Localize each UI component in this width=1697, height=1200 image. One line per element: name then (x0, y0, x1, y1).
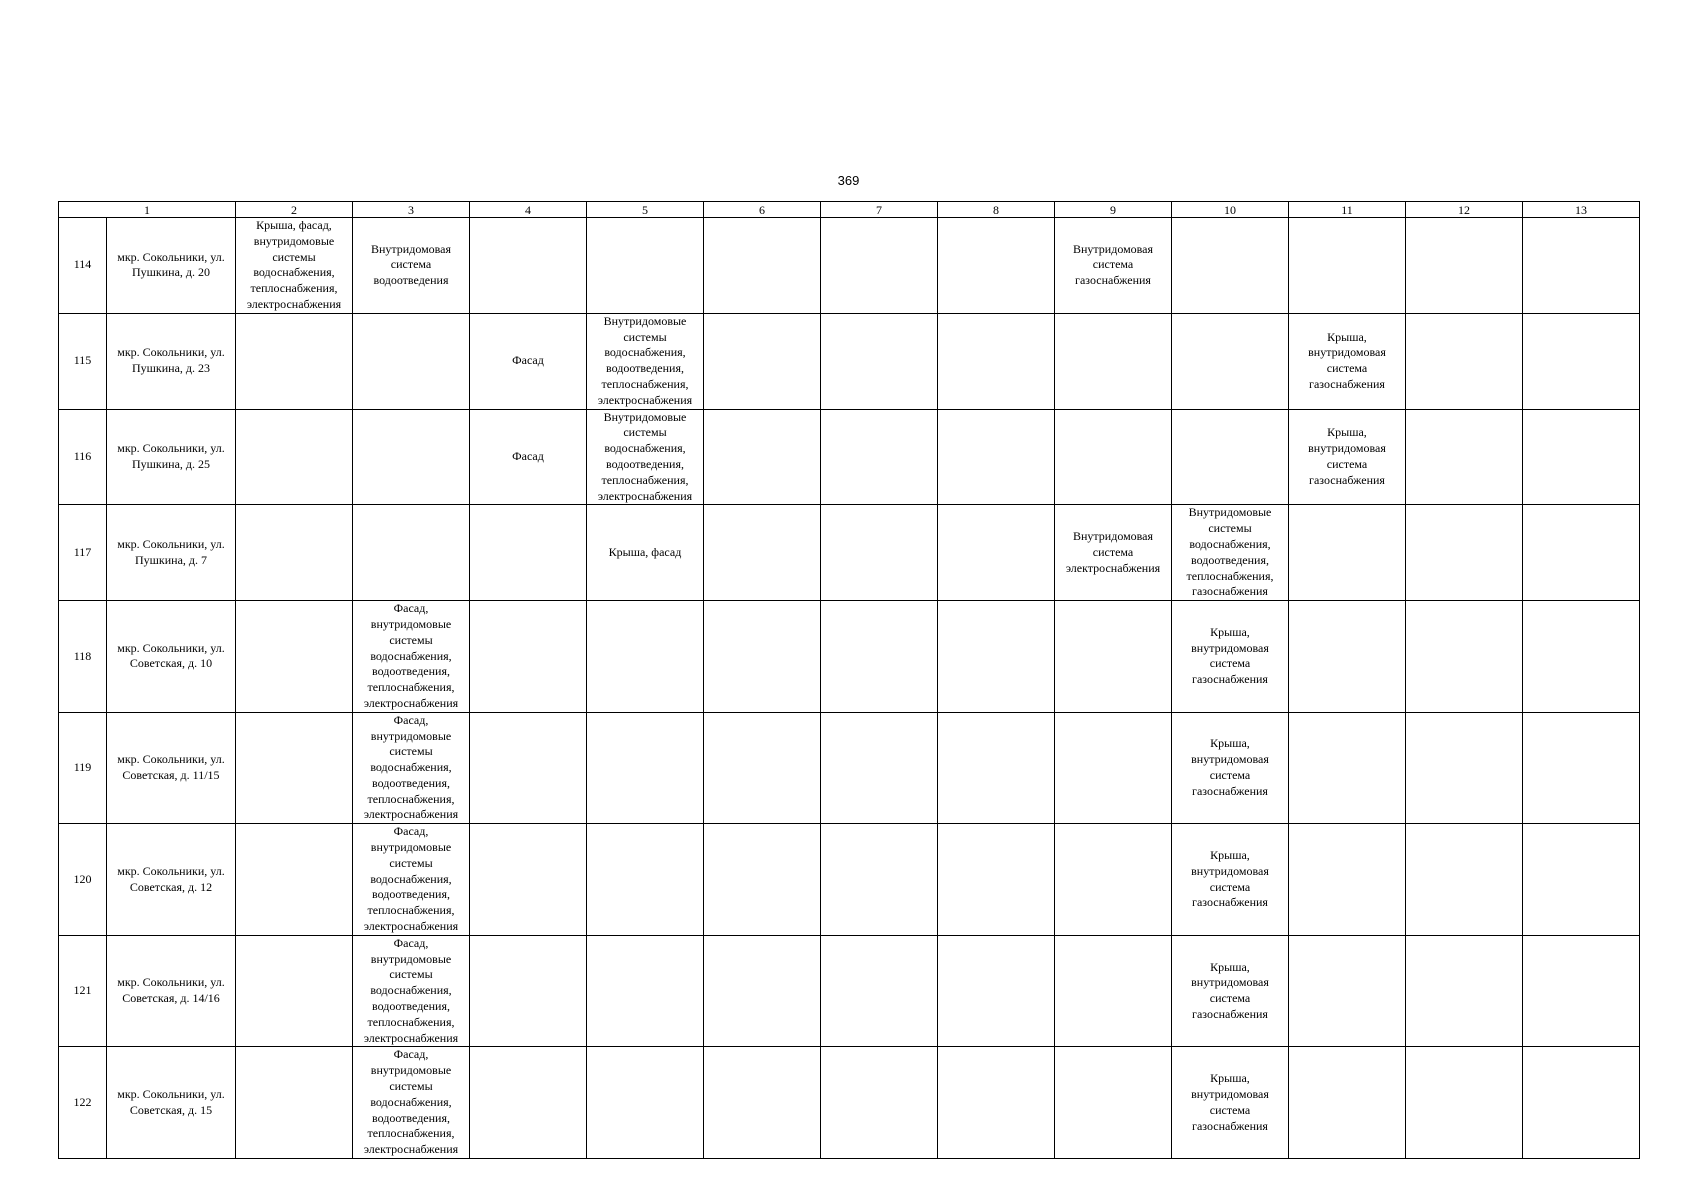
column-header: 7 (821, 202, 938, 218)
work-cell: Крыша, внутридомовая система газоснабжения (1289, 409, 1406, 505)
work-cell (1406, 712, 1523, 824)
work-cell: Фасад, внутридомовые системы водоснабжения, водоотведения, теплоснабжения, электроснабжения (353, 601, 470, 713)
address-cell: мкр. Сокольники, ул. Пушкина, д. 7 (107, 505, 236, 601)
work-cell (353, 313, 470, 409)
row-number: 119 (59, 712, 107, 824)
work-schedule-table (58, 201, 1640, 1159)
work-cell (1523, 409, 1640, 505)
work-cell (704, 601, 821, 713)
work-cell (1289, 218, 1406, 314)
column-header: 9 (1055, 202, 1172, 218)
work-cell: Фасад, внутридомовые системы водоснабжения, водоотведения, теплоснабжения, электроснабжения (353, 712, 470, 824)
work-cell (938, 409, 1055, 505)
work-cell (236, 935, 353, 1047)
work-cell (1055, 1047, 1172, 1159)
work-cell (821, 409, 938, 505)
page-number: 369 (837, 173, 860, 188)
work-cell (938, 313, 1055, 409)
work-cell (1289, 935, 1406, 1047)
address-cell: мкр. Сокольники, ул. Советская, д. 15 (107, 1047, 236, 1159)
address-cell: мкр. Сокольники, ул. Пушкина, д. 25 (107, 409, 236, 505)
work-cell (353, 409, 470, 505)
work-cell (1523, 712, 1640, 824)
column-header: 1 (59, 202, 236, 218)
row-number: 116 (59, 409, 107, 505)
work-cell (1523, 824, 1640, 936)
work-cell (704, 313, 821, 409)
work-cell (821, 935, 938, 1047)
work-cell: Крыша, внутридомовая система газоснабжения (1172, 712, 1289, 824)
work-cell (1289, 1047, 1406, 1159)
work-cell (587, 712, 704, 824)
column-header: 10 (1172, 202, 1289, 218)
work-cell: Крыша, фасад, внутридомовые системы водоснабжения, теплоснабжения, электроснабжения (236, 218, 353, 314)
work-cell (704, 935, 821, 1047)
work-cell (938, 505, 1055, 601)
table-row (59, 218, 1640, 314)
work-cell: Фасад, внутридомовые системы водоснабжения, водоотведения, теплоснабжения, электроснабжения (353, 935, 470, 1047)
work-cell (470, 712, 587, 824)
address-cell: мкр. Сокольники, ул. Пушкина, д. 20 (107, 218, 236, 314)
column-header: 8 (938, 202, 1055, 218)
address-cell: мкр. Сокольники, ул. Пушкина, д. 23 (107, 313, 236, 409)
work-cell (470, 218, 587, 314)
column-header: 4 (470, 202, 587, 218)
row-number: 114 (59, 218, 107, 314)
row-number: 115 (59, 313, 107, 409)
work-cell (704, 712, 821, 824)
work-cell (587, 824, 704, 936)
table-row (59, 505, 1640, 601)
work-cell (938, 1047, 1055, 1159)
work-cell (1055, 313, 1172, 409)
work-cell (236, 601, 353, 713)
work-cell (1055, 712, 1172, 824)
work-cell (704, 218, 821, 314)
work-cell (236, 409, 353, 505)
work-cell: Крыша, внутридомовая система газоснабжения (1172, 824, 1289, 936)
work-cell (821, 313, 938, 409)
address-cell: мкр. Сокольники, ул. Советская, д. 12 (107, 824, 236, 936)
work-cell (1406, 824, 1523, 936)
row-number: 122 (59, 1047, 107, 1159)
work-cell (1406, 313, 1523, 409)
work-cell: Внутридомовые системы водоснабжения, водоотведения, теплоснабжения, газоснабжения (1172, 505, 1289, 601)
work-cell (1406, 1047, 1523, 1159)
work-cell (1172, 313, 1289, 409)
table-row (59, 712, 1640, 824)
work-cell (1406, 505, 1523, 601)
work-cell (1406, 935, 1523, 1047)
work-cell: Внутридомовые системы водоснабжения, водоотведения, теплоснабжения, электроснабжения (587, 313, 704, 409)
work-cell (470, 601, 587, 713)
work-cell (821, 218, 938, 314)
work-cell (236, 824, 353, 936)
table-row (59, 313, 1640, 409)
work-cell: Крыша, внутридомовая система газоснабжения (1172, 601, 1289, 713)
work-cell: Фасад (470, 409, 587, 505)
column-header: 13 (1523, 202, 1640, 218)
work-cell (353, 505, 470, 601)
address-cell: мкр. Сокольники, ул. Советская, д. 10 (107, 601, 236, 713)
work-cell (1055, 601, 1172, 713)
table-row (59, 409, 1640, 505)
work-cell: Крыша, внутридомовая система газоснабжения (1172, 935, 1289, 1047)
column-header: 2 (236, 202, 353, 218)
work-cell (470, 824, 587, 936)
work-cell (1055, 935, 1172, 1047)
column-header: 6 (704, 202, 821, 218)
work-cell: Внутридомовые системы водоснабжения, водоотведения, теплоснабжения, электроснабжения (587, 409, 704, 505)
work-cell (236, 313, 353, 409)
work-cell: Крыша, внутридомовая система газоснабжения (1289, 313, 1406, 409)
work-cell (587, 218, 704, 314)
work-cell (236, 712, 353, 824)
work-cell (236, 505, 353, 601)
work-cell: Внутридомовая система водоотведения (353, 218, 470, 314)
table-row (59, 824, 1640, 936)
address-cell: мкр. Сокольники, ул. Советская, д. 11/15 (107, 712, 236, 824)
work-cell (1406, 601, 1523, 713)
work-cell (1289, 824, 1406, 936)
column-header: 12 (1406, 202, 1523, 218)
work-cell (821, 505, 938, 601)
work-cell: Внутридомовая система электроснабжения (1055, 505, 1172, 601)
work-cell (938, 712, 1055, 824)
work-cell (821, 1047, 938, 1159)
work-cell (1406, 409, 1523, 505)
work-cell (587, 1047, 704, 1159)
work-cell: Внутридомовая система газоснабжения (1055, 218, 1172, 314)
table-row (59, 935, 1640, 1047)
work-cell (938, 935, 1055, 1047)
work-cell: Крыша, фасад (587, 505, 704, 601)
work-cell (938, 824, 1055, 936)
row-number: 118 (59, 601, 107, 713)
row-number: 117 (59, 505, 107, 601)
work-cell (704, 824, 821, 936)
work-cell (1523, 1047, 1640, 1159)
work-cell (587, 601, 704, 713)
row-number: 121 (59, 935, 107, 1047)
work-cell (1289, 601, 1406, 713)
work-cell (821, 824, 938, 936)
work-cell (470, 505, 587, 601)
work-cell (704, 409, 821, 505)
column-header: 11 (1289, 202, 1406, 218)
work-cell (1172, 218, 1289, 314)
work-cell (587, 935, 704, 1047)
table-row (59, 601, 1640, 713)
work-cell (704, 505, 821, 601)
work-cell (1289, 505, 1406, 601)
row-number: 120 (59, 824, 107, 936)
work-cell (236, 1047, 353, 1159)
work-cell: Фасад, внутридомовые системы водоснабжения, водоотведения, теплоснабжения, электроснабжения (353, 1047, 470, 1159)
work-cell (1289, 712, 1406, 824)
work-cell (821, 601, 938, 713)
work-cell (1523, 218, 1640, 314)
work-cell (704, 1047, 821, 1159)
work-cell (1523, 601, 1640, 713)
work-cell (1406, 218, 1523, 314)
work-cell (1523, 313, 1640, 409)
column-header: 5 (587, 202, 704, 218)
work-cell (938, 601, 1055, 713)
address-cell: мкр. Сокольники, ул. Советская, д. 14/16 (107, 935, 236, 1047)
work-cell (470, 935, 587, 1047)
column-header: 3 (353, 202, 470, 218)
work-cell (1055, 824, 1172, 936)
work-cell (1523, 935, 1640, 1047)
work-cell (1055, 409, 1172, 505)
work-cell (1172, 409, 1289, 505)
work-cell (821, 712, 938, 824)
work-cell (938, 218, 1055, 314)
work-cell (1523, 505, 1640, 601)
work-cell: Фасад (470, 313, 587, 409)
work-cell (470, 1047, 587, 1159)
table-row (59, 1047, 1640, 1159)
work-cell: Крыша, внутридомовая система газоснабжения (1172, 1047, 1289, 1159)
column-header-row (59, 202, 1640, 218)
work-cell: Фасад, внутридомовые системы водоснабжения, водоотведения, теплоснабжения, электроснабжения (353, 824, 470, 936)
